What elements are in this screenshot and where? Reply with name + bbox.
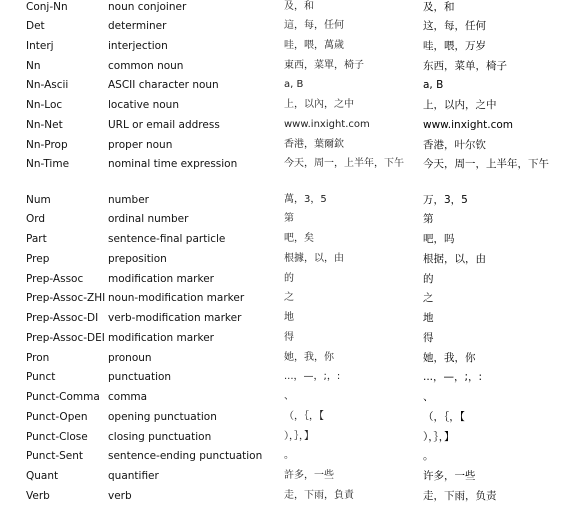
simplified-example-cell: 第 — [423, 213, 434, 225]
description-cell: preposition — [108, 253, 167, 265]
description-cell: interjection — [108, 40, 168, 52]
tag-cell: Ord — [26, 213, 46, 225]
traditional-example-cell: 吧，矣 — [284, 233, 314, 244]
simplified-example-cell: 吧，吗 — [423, 233, 455, 245]
table-row — [0, 431, 583, 451]
traditional-example-cell: 今天，周一，上半年，下午 — [284, 158, 404, 169]
table-row — [0, 194, 583, 214]
table-row — [0, 312, 583, 332]
traditional-example-cell: 香港，葉爾欽 — [284, 139, 344, 150]
table-row — [0, 213, 583, 233]
description-cell: pronoun — [108, 352, 152, 364]
tag-cell: Nn-Prop — [26, 139, 68, 151]
tag-cell: Punct-Open — [26, 411, 88, 423]
traditional-example-cell: 第 — [284, 213, 294, 224]
description-cell: locative noun — [108, 99, 179, 111]
table-row — [0, 292, 583, 312]
description-cell: noun-modification marker — [108, 292, 245, 304]
description-cell: ASCII character noun — [108, 79, 219, 91]
traditional-example-cell: 東西，菜單，椅子 — [284, 60, 364, 71]
traditional-example-cell: 哇，喂，萬歲 — [284, 40, 344, 51]
traditional-example-cell: ...，—，;，: — [284, 371, 341, 382]
description-cell: verb — [108, 490, 132, 502]
simplified-example-cell: 。 — [423, 450, 434, 462]
table-row — [0, 158, 583, 192]
description-cell: noun conjoiner — [108, 1, 187, 13]
traditional-example-cell: 她，我，你 — [284, 352, 334, 363]
description-cell: ordinal number — [108, 213, 189, 225]
table-row — [0, 332, 583, 352]
table-row — [0, 139, 583, 159]
tag-cell: Nn-Ascii — [26, 79, 69, 91]
table-row — [0, 371, 583, 391]
simplified-example-cell: 及，和 — [423, 1, 455, 13]
simplified-example-cell: a, B — [423, 79, 444, 91]
description-cell: modification marker — [108, 273, 214, 285]
description-cell: number — [108, 194, 149, 206]
simplified-example-cell: 许多，一些 — [423, 470, 476, 482]
traditional-example-cell: 上，以內，之中 — [284, 99, 354, 110]
description-cell: sentence-final particle — [108, 233, 226, 245]
tag-cell: Quant — [26, 470, 59, 482]
simplified-example-cell: 这，每，任何 — [423, 20, 486, 32]
simplified-example-cell: 地 — [423, 312, 434, 324]
simplified-example-cell: ），｝，】 — [423, 431, 455, 443]
simplified-example-cell: 东西，菜单，椅子 — [423, 60, 507, 72]
traditional-example-cell: a, B — [284, 79, 304, 90]
tag-cell: Num — [26, 194, 51, 206]
tag-cell: Punct-Comma — [26, 391, 100, 403]
table-row — [0, 470, 583, 490]
simplified-example-cell: 、 — [423, 391, 434, 403]
table-row — [0, 233, 583, 253]
description-cell: closing punctuation — [108, 431, 212, 443]
tag-cell: Prep-Assoc-ZHI — [26, 292, 106, 304]
table-row — [0, 60, 583, 80]
tag-cell: Nn-Time — [26, 158, 70, 170]
traditional-example-cell: ），｝，】 — [284, 431, 314, 442]
tag-cell: Nn-Loc — [26, 99, 63, 111]
tag-cell: Conj-Nn — [26, 1, 68, 13]
table-row — [0, 1, 583, 21]
tag-cell: Punct-Sent — [26, 450, 84, 462]
tag-cell: Prep — [26, 253, 50, 265]
description-cell: comma — [108, 391, 148, 403]
description-cell: quantifier — [108, 470, 159, 482]
traditional-example-cell: 之 — [284, 292, 294, 303]
tag-cell: Punct-Close — [26, 431, 88, 443]
table-row — [0, 253, 583, 273]
table-row — [0, 490, 583, 510]
description-cell: sentence-ending punctuation — [108, 450, 263, 462]
description-cell: verb-modification marker — [108, 312, 242, 324]
traditional-example-cell: 及，和 — [284, 1, 314, 12]
simplified-example-cell: 根据，以，由 — [423, 253, 486, 265]
simplified-example-cell: 的 — [423, 273, 434, 285]
tag-cell: Prep-Assoc-DI — [26, 312, 99, 324]
table-row — [0, 79, 583, 99]
description-cell: common noun — [108, 60, 184, 72]
traditional-example-cell: 地 — [284, 312, 294, 323]
traditional-example-cell: 這，每，任何 — [284, 20, 344, 31]
simplified-example-cell: 得 — [423, 332, 434, 344]
traditional-example-cell: 的 — [284, 273, 294, 284]
traditional-example-cell: 萬，3，5 — [284, 194, 327, 205]
traditional-example-cell: 根據，以，由 — [284, 253, 344, 264]
description-cell: modification marker — [108, 332, 214, 344]
simplified-example-cell: 香港，叶尔钦 — [423, 139, 486, 151]
table-row — [0, 119, 583, 139]
table-row — [0, 273, 583, 293]
traditional-example-cell: （，｛，【 — [284, 411, 324, 422]
simplified-example-cell: 上，以内，之中 — [423, 99, 497, 111]
tag-cell: Interj — [26, 40, 54, 52]
simplified-example-cell: 万，3，5 — [423, 194, 468, 206]
simplified-example-cell: 哇，喂，万岁 — [423, 40, 486, 52]
traditional-example-cell: 許多，一些 — [284, 470, 334, 481]
simplified-example-cell: www.inxight.com — [423, 119, 514, 131]
tag-cell: Punct — [26, 371, 56, 383]
table-row — [0, 450, 583, 470]
tag-cell: Prep-Assoc-DEI — [26, 332, 105, 344]
tag-cell: Part — [26, 233, 47, 245]
traditional-example-cell: 、 — [284, 391, 294, 402]
tag-cell: Det — [26, 20, 45, 32]
table-row — [0, 99, 583, 119]
tag-cell: Verb — [26, 490, 50, 502]
description-cell: opening punctuation — [108, 411, 217, 423]
table-row — [0, 411, 583, 431]
table-row — [0, 20, 583, 40]
tag-cell: Pron — [26, 352, 50, 364]
simplified-example-cell: 之 — [423, 292, 434, 304]
simplified-example-cell: ...，—，;，: — [423, 371, 483, 383]
traditional-example-cell: www.inxight.com — [284, 119, 370, 130]
table-row — [0, 352, 583, 372]
simplified-example-cell: 她，我，你 — [423, 352, 476, 364]
tag-cell: Nn-Net — [26, 119, 63, 131]
description-cell: proper noun — [108, 139, 173, 151]
traditional-example-cell: 走，下雨，負責 — [284, 490, 354, 501]
traditional-example-cell: 得 — [284, 332, 294, 343]
table-row — [0, 391, 583, 411]
table-row — [0, 40, 583, 60]
description-cell: nominal time expression — [108, 158, 238, 170]
description-cell: URL or email address — [108, 119, 220, 131]
tag-cell: Nn — [26, 60, 41, 72]
description-cell: determiner — [108, 20, 167, 32]
tag-cell: Prep-Assoc — [26, 273, 84, 285]
traditional-example-cell: 。 — [284, 450, 294, 461]
simplified-example-cell: 今天，周一，上半年，下午 — [423, 158, 549, 170]
simplified-example-cell: 走，下雨，负责 — [423, 490, 497, 502]
simplified-example-cell: （，｛，【 — [423, 411, 465, 423]
description-cell: punctuation — [108, 371, 172, 383]
